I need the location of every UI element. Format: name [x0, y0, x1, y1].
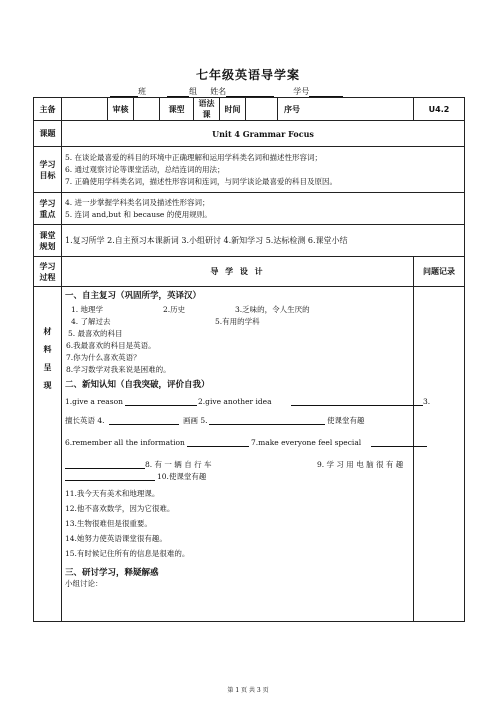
answer-blank[interactable]: [125, 396, 197, 406]
phrase-item: 使课堂有趣: [327, 416, 365, 425]
plan-label: [34, 225, 62, 257]
side-char: 现: [43, 381, 52, 390]
objective-item: 7. 正确使用学科类名词，描述性形容词和连词，与同学谈论最喜爱的科目及原因。: [65, 176, 338, 186]
review-item: 6.我最喜欢的科目是英语。: [66, 341, 156, 350]
process-label-2: 过程: [39, 272, 56, 282]
sentence-item: 13.生物很难但是很重要。: [65, 519, 152, 528]
review-row-6: [65, 364, 410, 376]
review-item: 1. 地理学: [71, 305, 104, 314]
sentence-item: 15.有时候记住所有的信息是很难的。: [65, 549, 190, 558]
time-label: 时间: [220, 98, 246, 121]
keypoints-row: [34, 193, 465, 225]
plan-row: [34, 225, 465, 257]
review-row-1: [65, 304, 410, 316]
seq-label: 序号: [278, 98, 414, 121]
lead-value[interactable]: [62, 98, 108, 121]
class-label: 班: [138, 87, 146, 96]
phrase-item: 10.使课堂有趣: [157, 472, 207, 481]
lead-label: 主备: [34, 98, 62, 121]
phrase-item: 6.remember all the information: [65, 438, 185, 447]
lesson-plan-table: [33, 97, 465, 622]
type-value: 语法课: [194, 98, 220, 121]
topic-label: 课题: [34, 121, 62, 147]
review-row-5: [65, 352, 410, 364]
review-item: 7.你为什么喜欢英语？: [66, 353, 141, 362]
new-row-4: [65, 459, 410, 471]
review-label: 审核: [108, 98, 134, 121]
section1-title: 一、自主复习（巩固所学，英译汉）: [65, 291, 202, 301]
phrase-item: 8. 有 一 辆 自 行 车: [145, 460, 212, 469]
class-blank[interactable]: [110, 87, 138, 97]
student-info-line: [110, 86, 343, 97]
review-row-3: [65, 328, 410, 340]
phrase-item: 2.give another idea: [198, 397, 272, 406]
objective-item: 6. 通过观察讨论等课堂活动，总结连词的用法；: [65, 164, 225, 174]
group-blank[interactable]: [167, 87, 189, 97]
objectives-label: [34, 147, 62, 193]
plan-label-1: 课堂: [39, 230, 56, 240]
keypoints-label-1: 学习: [39, 198, 56, 208]
side-char: 呈: [43, 363, 52, 372]
sentence-item: 11.我今天有美术和地理课。: [65, 489, 160, 498]
type-label: 课型: [160, 98, 194, 121]
review-value[interactable]: [134, 98, 160, 121]
page-title: 七年级英语导学案: [195, 68, 300, 82]
sentence-item: 12.他不喜欢数学，因为它很难。: [65, 504, 175, 513]
plan-label-2: 规划: [39, 241, 56, 251]
topic-row: [34, 121, 465, 147]
new-row-5: [65, 471, 410, 483]
sentence-row: [65, 518, 410, 533]
review-item: 3.乏味的，令人生厌的: [235, 305, 310, 314]
keypoint-item: 4. 进一步掌握学科类名词及描述性形容词；: [65, 197, 210, 207]
review-item: 2.历史: [163, 305, 186, 314]
keypoints-label: [34, 193, 62, 225]
name-label: 姓名: [210, 87, 227, 96]
objectives-content: [62, 147, 465, 193]
question-record-heading: 问题记录: [414, 257, 465, 287]
name-blank[interactable]: [226, 87, 274, 97]
answer-blank[interactable]: [65, 471, 155, 481]
side-char: 材: [43, 327, 52, 336]
phrase-item: 擅长英语 4.: [65, 416, 105, 425]
keypoint-item: 5. 连词 and,but 和 because 的使用规则。: [65, 209, 212, 219]
answer-blank[interactable]: [65, 459, 145, 469]
seq-value: U4.2: [414, 98, 465, 121]
side-char: 料: [43, 345, 52, 354]
lesson-title: Unit 4 Grammar Focus: [62, 121, 465, 147]
time-value[interactable]: [246, 98, 278, 121]
header-row: [34, 98, 465, 121]
phrase-item: 1.give a reason: [65, 397, 123, 406]
page-footer: 第 1 页 共 3 页: [227, 687, 269, 694]
sentence-item: 14.她努力使英语课堂很有趣。: [65, 534, 167, 543]
process-label: [34, 257, 62, 287]
question-record-cell[interactable]: [414, 287, 465, 622]
review-item: 8.学习数学对我来说是困难的。: [66, 365, 171, 374]
phrase-item: 7.make everyone feel special: [251, 438, 362, 447]
material-content: [62, 287, 431, 622]
answer-blank[interactable]: [209, 415, 325, 425]
keypoints-label-2: 重点: [39, 209, 56, 219]
group-label: 组: [189, 87, 198, 96]
plan-content: 1.复习所学 2.自主预习本课新词 3.小组研讨 4.新知学习 5.达标检测 6.课堂小结: [62, 225, 465, 257]
answer-blank[interactable]: [109, 415, 179, 425]
number-blank[interactable]: [309, 87, 343, 97]
answer-blank[interactable]: [291, 396, 423, 406]
sentence-row: [65, 548, 410, 563]
sentence-row: [65, 533, 410, 548]
process-label-1: 学习: [39, 261, 56, 271]
review-item: 5. 最喜欢的科目: [68, 329, 123, 338]
process-header-row: [34, 257, 465, 287]
answer-blank[interactable]: [187, 437, 249, 447]
number-label: 学号: [293, 87, 310, 96]
content-row: [34, 287, 465, 622]
section3-title: 三、研讨学习，释疑解惑: [65, 568, 159, 578]
objective-item: 5. 在谈论最喜爱的科目的环境中正确理解和运用学科类名词和描述性形容词；: [65, 152, 323, 162]
review-row-4: [65, 340, 410, 352]
new-row-3: [65, 437, 410, 449]
review-row-2: [65, 316, 410, 328]
new-row-2: [65, 415, 410, 427]
guide-design-heading: 导 学 设 计: [62, 257, 414, 287]
keypoints-content: [62, 193, 465, 225]
group-discussion-label: 小组讨论：: [65, 579, 103, 588]
material-side-label: [34, 287, 62, 622]
sentence-row: [65, 488, 410, 503]
review-item: 4. 了解过去: [71, 317, 111, 326]
section2-title: 二、新知认知（自我突破，评价自我）: [65, 380, 210, 390]
phrase-item: 画画 5.: [183, 416, 208, 425]
answer-blank[interactable]: [371, 437, 427, 447]
phrase-item: 3.: [423, 397, 431, 406]
objectives-label-1: 学习: [39, 159, 56, 169]
objectives-row: [34, 147, 465, 193]
new-row-1: [65, 396, 431, 409]
review-item: 5.有用的学科: [215, 317, 260, 326]
objectives-label-2: 目标: [39, 170, 56, 180]
phrase-item: 9. 学 习 用 电 脑 很 有 趣: [317, 460, 404, 469]
sentence-row: [65, 503, 410, 518]
